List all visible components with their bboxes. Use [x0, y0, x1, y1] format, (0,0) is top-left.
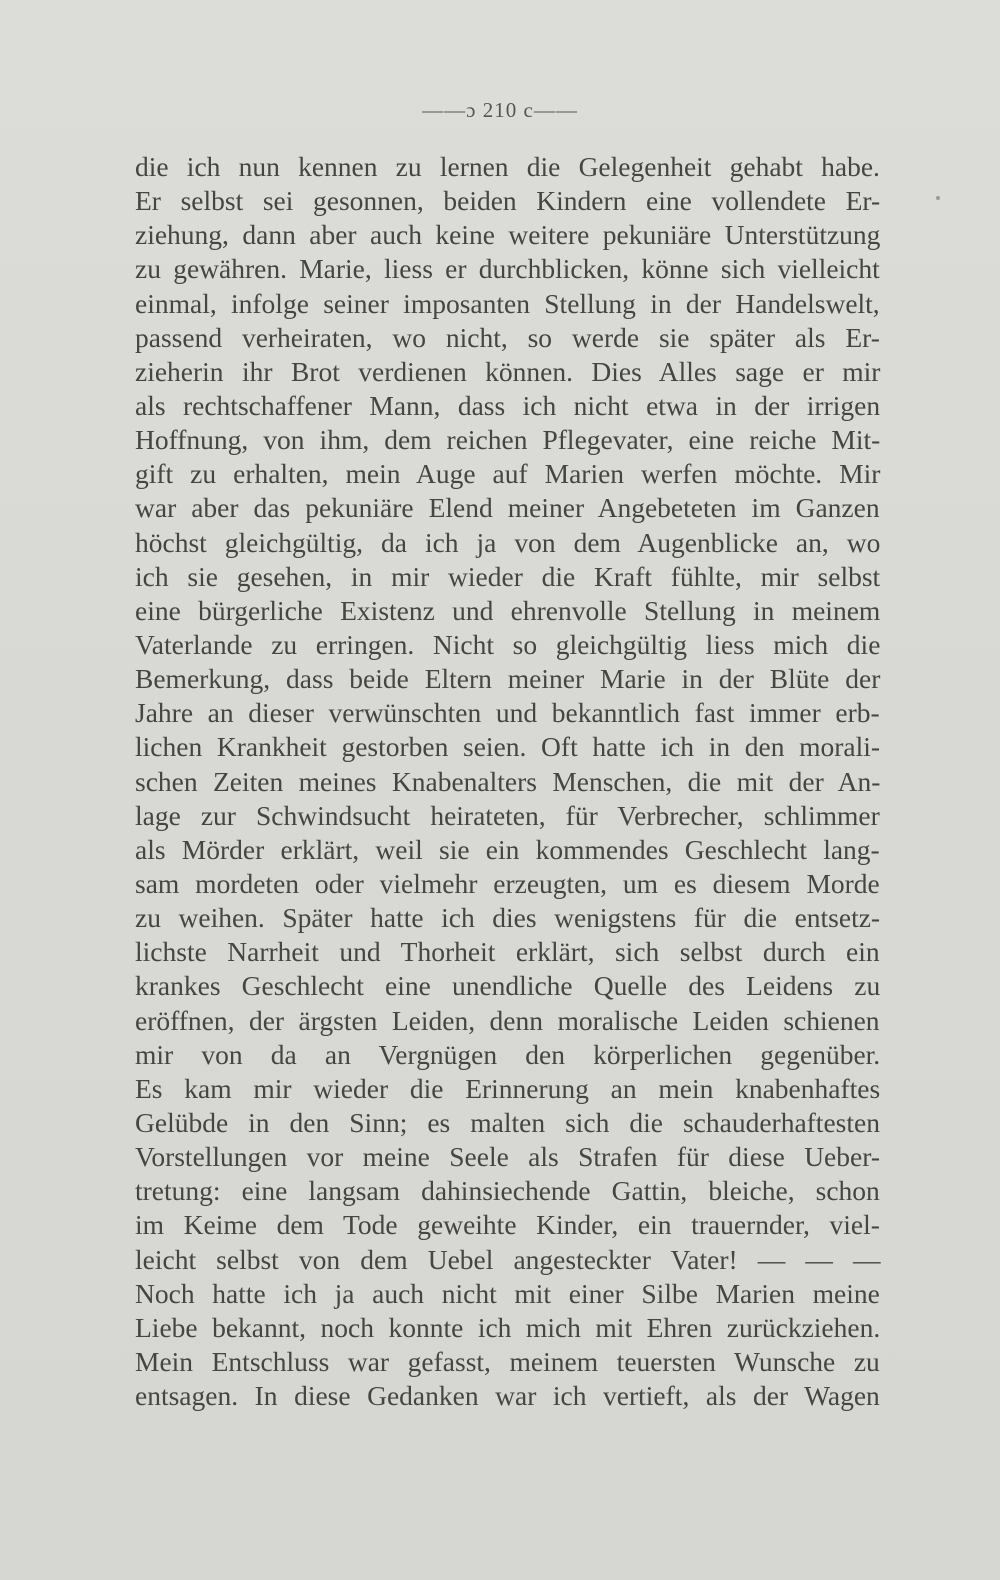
text-line: entsagen. In diese Gedanken war ich vertieft, als der Wagen: [135, 1380, 880, 1412]
text-line: lage zur Schwindsucht heirateten, für Verbrecher, schlimmer: [135, 799, 880, 831]
text-line: eine bürgerliche Existenz und ehrenvolle Stellung in meinem: [135, 594, 881, 626]
paper-speck: [936, 196, 940, 200]
text-line: Jahre an dieser verwünschten und bekanntlich fast immer erb-: [135, 697, 880, 729]
text-line: Noch hatte ich ja auch nicht mit einer Silbe Marien meine: [135, 1277, 880, 1309]
text-line: Bemerkung, dass beide Eltern meiner Marie in der Blüte der: [135, 663, 881, 695]
text-line: gift zu erhalten, mein Auge auf Marien werfen möchte. Mir: [135, 458, 881, 490]
text-line: war aber das pekuniäre Elend meiner Angebeteten im Ganzen: [135, 492, 880, 524]
text-line: Er selbst sei gesonnen, beiden Kindern eine vollendete Er-: [135, 185, 881, 217]
text-line: krankes Geschlecht eine unendliche Quelle des Leidens zu: [135, 970, 881, 1002]
text-line: als rechtschaffener Mann, dass ich nicht etwa in der irrigen: [135, 389, 881, 421]
text-line: zieherin ihr Brot verdienen können. Dies Alles sage er mir: [135, 355, 881, 387]
text-line: eröffnen, der ärgsten Leiden, denn moralische Leiden schienen: [135, 1004, 880, 1036]
text-line: lichen Krankheit gestorben seien. Oft hatte ich in den morali-: [135, 731, 881, 763]
page-number-header: ——ɔ 210 c——: [422, 98, 578, 122]
text-line: Vorstellungen vor meine Seele als Strafen für diese Ueber-: [135, 1141, 880, 1173]
text-line: Gelübde in den Sinn; es malten sich die schauderhaftesten: [135, 1106, 880, 1138]
text-line: Mein Entschluss war gefasst, meinem teuersten Wunsche zu: [135, 1345, 880, 1377]
text-line: Es kam mir wieder die Erinnerung an mein knabenhaftes: [135, 1072, 881, 1104]
text-line: tretung: eine langsam dahinsiechende Gattin, bleiche, schon: [135, 1175, 880, 1207]
text-line: leicht selbst von dem Uebel angesteckter Vater! — — —: [135, 1243, 881, 1275]
text-line: schen Zeiten meines Knabenalters Menschen, die mit der An-: [135, 765, 881, 797]
text-line: passend verheiraten, wo nicht, so werde sie später als Er-: [135, 321, 880, 353]
text-line: höchst gleichgültig, da ich ja von dem Augenblicke an, wo: [135, 526, 881, 558]
text-line: zu weihen. Später hatte ich dies wenigstens für die entsetz-: [135, 902, 881, 934]
text-line: als Mörder erklärt, weil sie ein kommendes Geschlecht lang-: [135, 833, 880, 865]
text-line: ich sie gesehen, in mir wieder die Kraft fühlte, mir selbst: [135, 560, 881, 592]
text-line: die ich nun kennen zu lernen die Gelegenheit gehabt habe.: [135, 151, 880, 182]
text-line: Liebe bekannt, noch konnte ich mich mit Ehren zurückziehen.: [135, 1311, 881, 1343]
text-line: zu gewähren. Marie, liess er durchblicken, könne sich vielleicht: [135, 253, 880, 285]
text-line: im Keime dem Tode geweihte Kinder, ein trauernder, viel-: [135, 1209, 880, 1241]
text-line: sam mordeten oder vielmehr erzeugten, um es diesem Morde: [135, 867, 880, 899]
text-line: mir von da an Vergnügen den körperlichen gegenüber.: [135, 1038, 881, 1070]
text-line: Hoffnung, von ihm, dem reichen Pflegevater, eine reiche Mit-: [135, 424, 881, 456]
text-line: Vaterlande zu erringen. Nicht so gleichgültig liess mich die: [135, 628, 881, 660]
body-text: [135, 150, 880, 1413]
text-line: lichste Narrheit und Thorheit erklärt, sich selbst durch ein: [135, 936, 880, 968]
text-line: ziehung, dann aber auch keine weitere pekuniäre Unterstützung: [135, 219, 881, 251]
text-line: einmal, infolge seiner imposanten Stellung in der Handelswelt,: [135, 287, 880, 319]
